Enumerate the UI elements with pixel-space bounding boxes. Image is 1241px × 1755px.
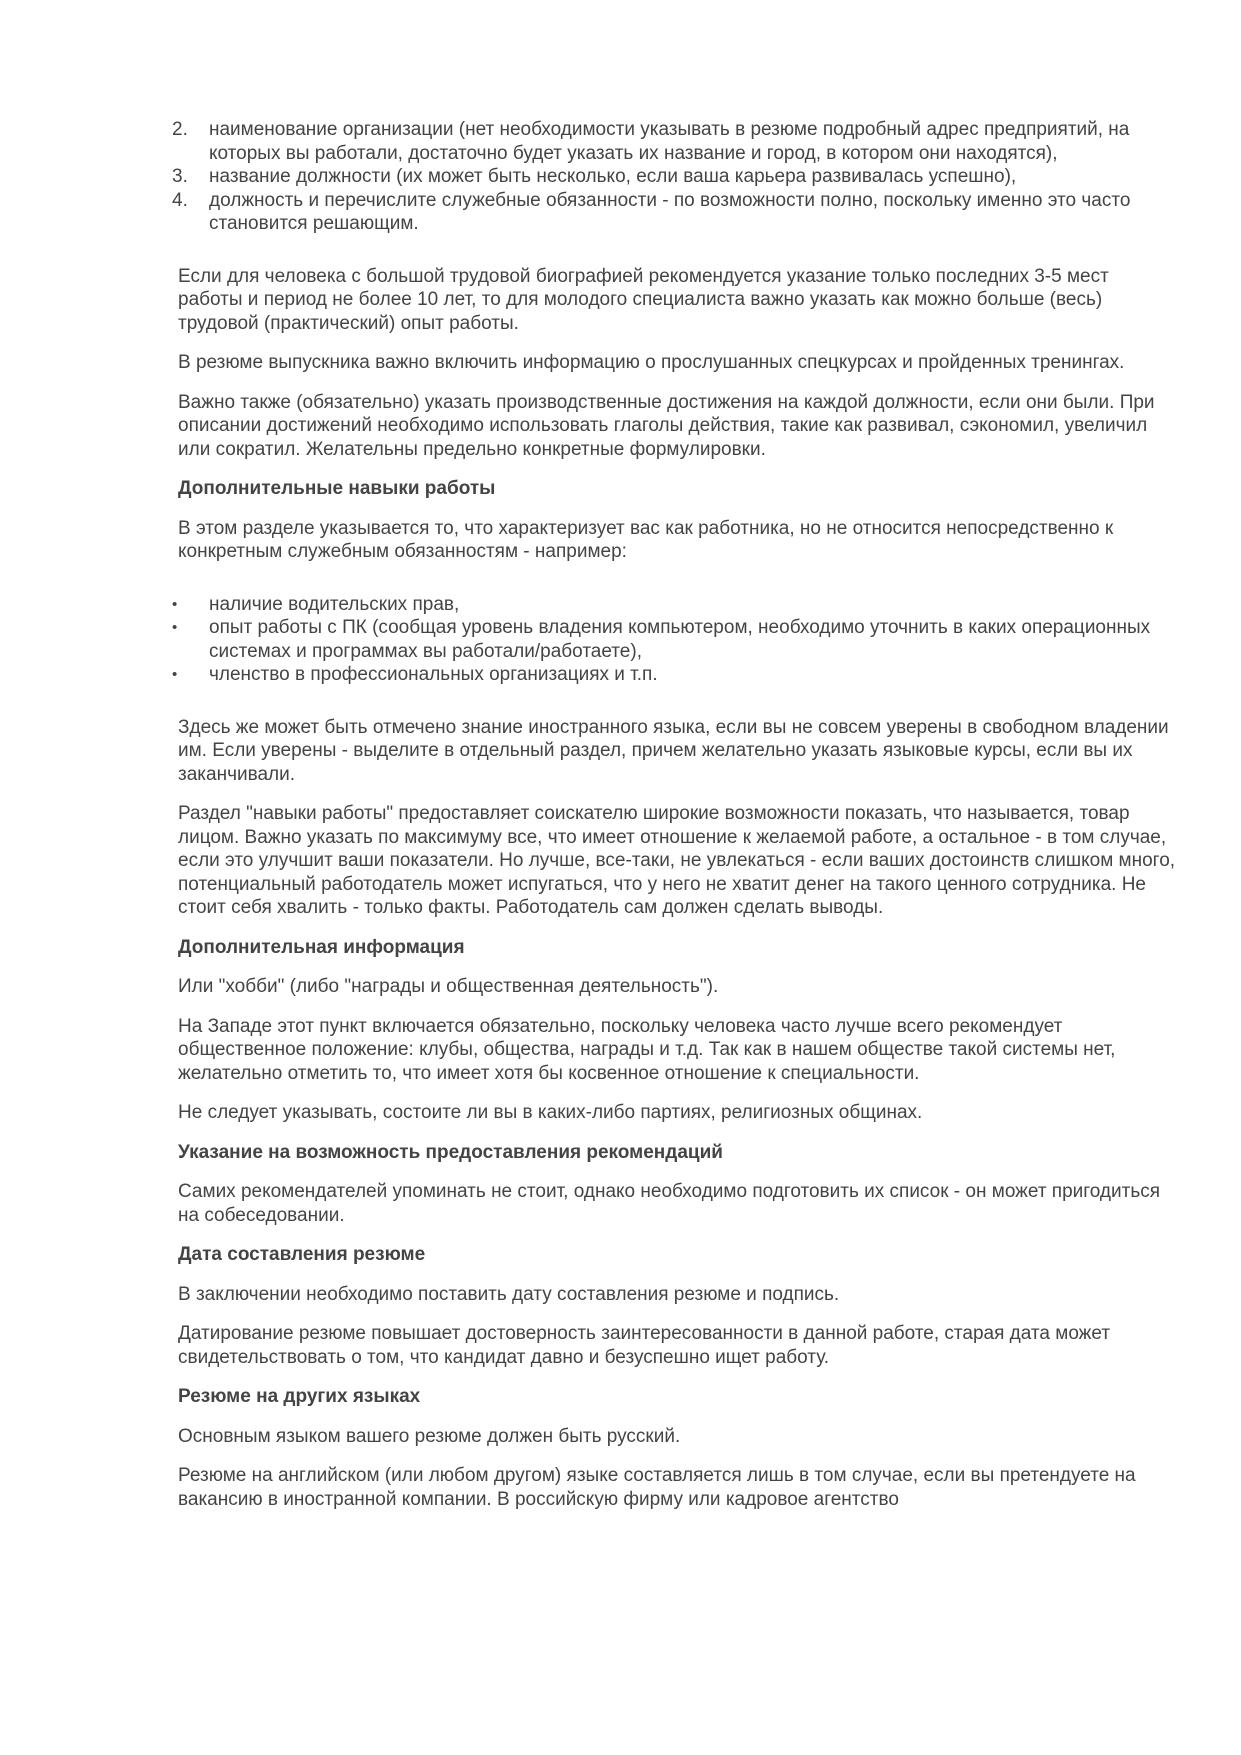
numbered-list bbox=[172, 118, 1178, 236]
bullet-icon: • bbox=[172, 595, 178, 613]
paragraph: Самих рекомендателей упоминать не стоит, однако необходимо подготовить их список - он может пригодиться на собеседовании. bbox=[178, 1181, 1161, 1226]
list-item-text: наличие водительских прав, bbox=[209, 593, 460, 615]
paragraph: В резюме выпускника важно включить информацию о прослушанных спецкурсах и пройденных тренингах. bbox=[178, 352, 1125, 373]
list-item bbox=[172, 616, 1178, 663]
paragraph: Важно также (обязательно) указать производственные достижения на каждой должности, если они были. При описании достижений необходимо использовать глаголы действия, такие как развивал, сэкономил, увеличил или сократил. Желательны предельно конкретные формулировки. bbox=[178, 391, 1155, 460]
section-heading: Указание на возможность предоставления рекомендаций bbox=[178, 1141, 723, 1163]
list-item-text: опыт работы с ПК (сообщая уровень владения компьютером, необходимо уточнить в каких операционных системах и программах вы работали/работаете), bbox=[209, 617, 1151, 662]
bullet-list bbox=[172, 593, 1178, 687]
paragraph: Датирование резюме повышает достоверность заинтересованности в данной работе, старая дата может свидетельствовать о том, что кандидат давно и безуспешно ищет работу. bbox=[178, 1323, 1111, 1368]
paragraph: Резюме на английском (или любом другом) языке составляется лишь в том случае, если вы претендуете на вакансию в иностранной компании. В российскую фирму или кадровое агентство bbox=[178, 1465, 1136, 1510]
paragraph: Основным языком вашего резюме должен быть русский. bbox=[178, 1425, 681, 1447]
list-item bbox=[172, 189, 1178, 236]
paragraph: Или "хобби" (либо "награды и общественная деятельность"). bbox=[178, 976, 719, 997]
bullet-icon: • bbox=[172, 666, 178, 683]
paragraph: В этом разделе указывается то, что характеризует вас как работника, но не относится непосредственно к конкретным служебным обязанностям - например: bbox=[178, 517, 1114, 562]
paragraph: Если для человека с большой трудовой биографией рекомендуется указание только последних 3-5 мест работы и период не более 10 лет, то для молодого специалиста важно указать как можно больше (весь) трудовой (практический) опыт работы. bbox=[178, 265, 1109, 334]
list-number: 3. bbox=[172, 166, 188, 187]
list-item-text: должность и перечислите служебные обязанности - по возможности полно, поскольку именно это часто становится решающим. bbox=[209, 189, 1131, 234]
paragraph: На Западе этот пункт включается обязательно, поскольку человека часто лучше всего рекомендует общественное положение: клубы, общества, награды и т.д. Так как в нашем обществе такой системы нет, желательно отметить то, что имеет хотя бы косвенное отношение к специальности. bbox=[178, 1015, 1116, 1084]
list-number: 2. bbox=[172, 119, 188, 140]
section-heading: Резюме на других языках bbox=[178, 1386, 421, 1407]
list-item bbox=[172, 118, 1178, 165]
list-item bbox=[172, 593, 1178, 617]
paragraph: В заключении необходимо поставить дату составления резюме и подпись. bbox=[178, 1283, 840, 1305]
list-number: 4. bbox=[172, 189, 188, 211]
paragraph: Не следует указывать, состоите ли вы в каких-либо партиях, религиозных общинах. bbox=[178, 1102, 923, 1123]
list-item-text: членство в профессиональных организациях и т.п. bbox=[209, 664, 658, 685]
section-heading: Дата составления резюме bbox=[178, 1244, 426, 1265]
section-heading: Дополнительная информация bbox=[178, 936, 465, 958]
paragraph: Здесь же может быть отмечено знание иностранного языка, если вы не совсем уверены в свободном владении им. Если уверены - выделите в отдельный раздел, причем желательно указать языковые курсы, если вы их заканчивали. bbox=[178, 716, 1169, 785]
list-item bbox=[172, 165, 1178, 189]
paragraph: Раздел "навыки работы" предоставляет соискателю широкие возможности показать, что называется, товар лицом. Важно указать по максимуму все, что имеет отношение к желаемой работе, а остальное - в том случае, если это улучшит ваши показатели. Но лучше, все-таки, не увлекаться - если ваших достоинств слишком много, потенциальный работодатель может испугаться, что у него не хватит денег на такого ценного сотрудника. Не стоит себя хвалить - только факты. Работодатель сам должен сделать выводы. bbox=[178, 803, 1176, 918]
section-heading: Дополнительные навыки работы bbox=[178, 478, 496, 499]
document-body bbox=[172, 118, 1178, 1511]
list-item-text: название должности (их может быть несколько, если ваша карьера развивалась успешно), bbox=[209, 166, 1017, 187]
bullet-icon: • bbox=[172, 619, 178, 636]
list-item-text: наименование организации (нет необходимости указывать в резюме подробный адрес предприятий, на которых вы работали, достаточно будет указать их название и город, в котором они находятся), bbox=[209, 119, 1130, 164]
list-item bbox=[172, 663, 1178, 687]
